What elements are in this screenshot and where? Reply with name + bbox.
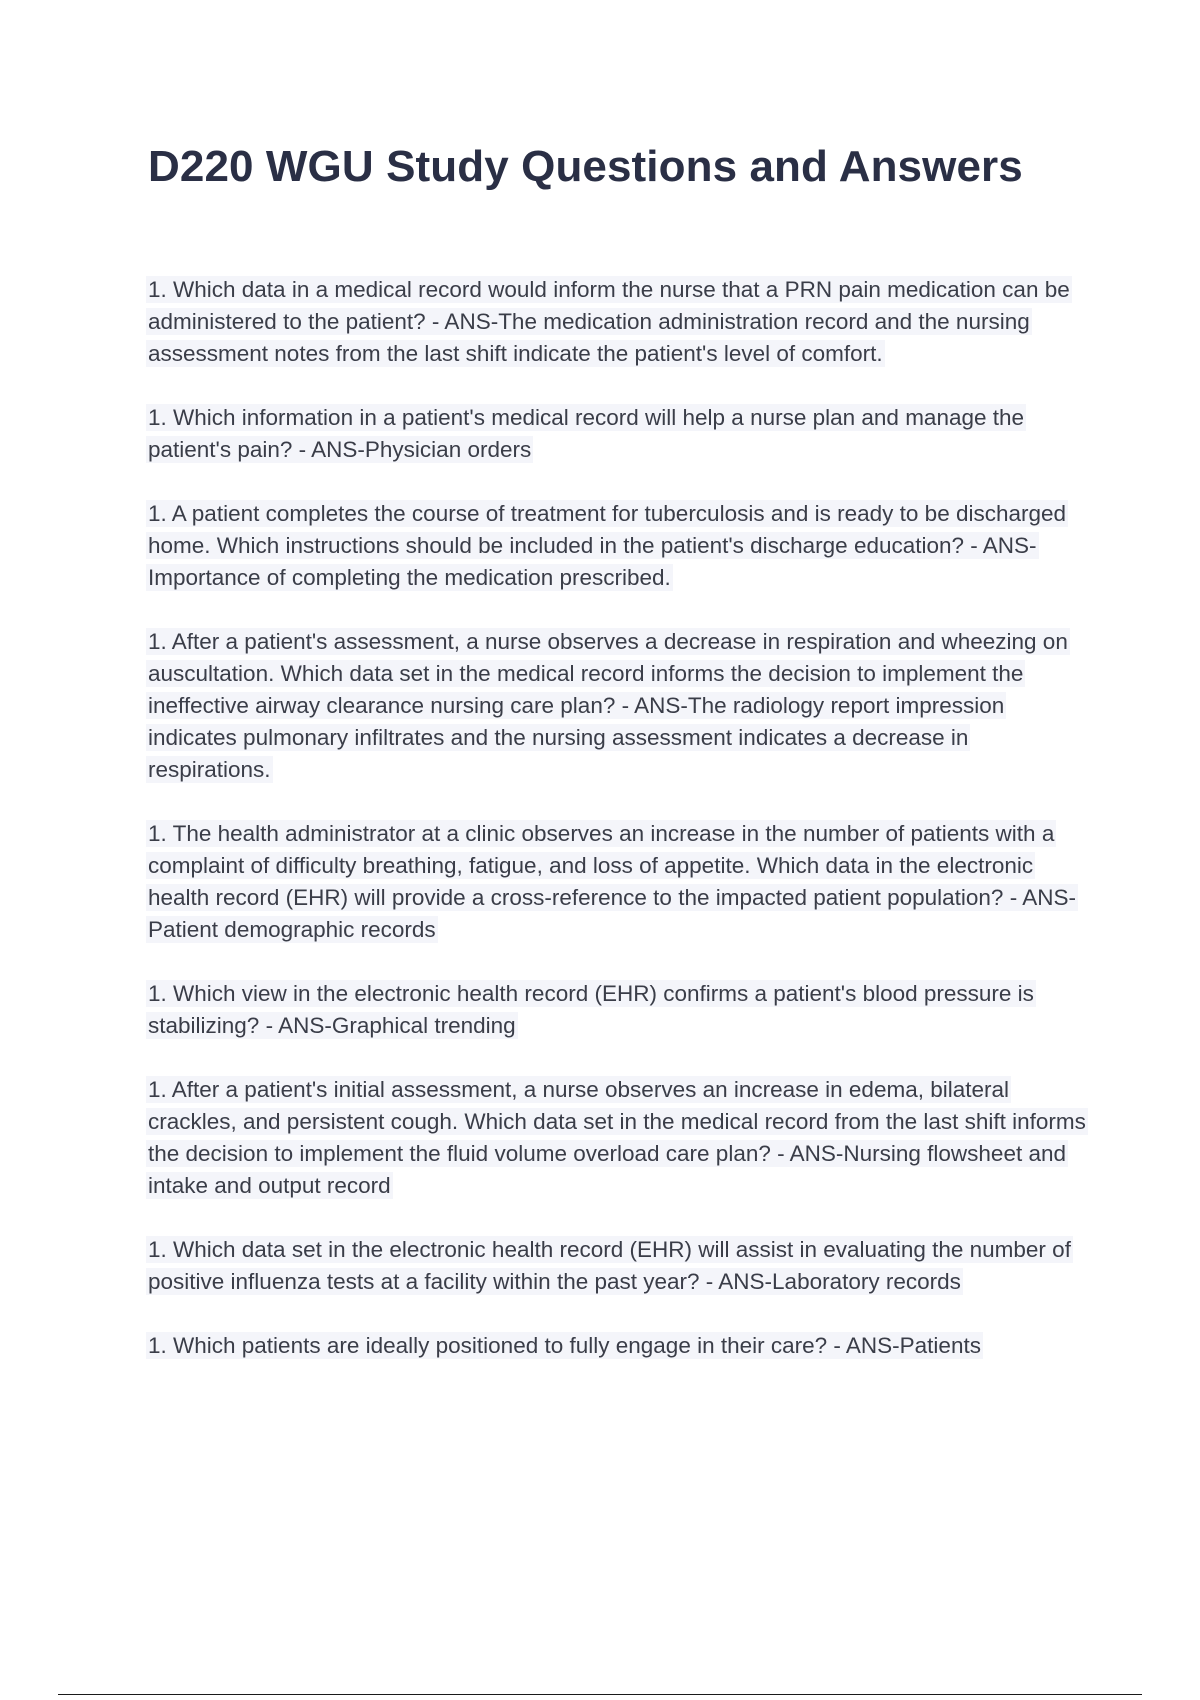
qa-item [146, 626, 1096, 786]
document-title: D220 WGU Study Questions and Answers [148, 142, 1023, 191]
qa-item-text: 1. A patient completes the course of treatment for tuberculosis and is ready to be discharged home. Which instructions should be included in the patient's discharge education? - ANS-Importance of completing the medication prescribed. [148, 501, 1067, 590]
qa-item-text: 1. Which data in a medical record would inform the nurse that a PRN pain medication can be administered to the patient? - ANS-The medication administration record and the nursing assessment notes from the last shift indicate the patient's level of comfort. [148, 277, 1070, 366]
qa-item [146, 402, 1096, 466]
qa-item-text: 1. Which information in a patient's medical record will help a nurse plan and manage the patient's pain? - ANS-Physician orders [148, 405, 1025, 462]
qa-item-text: 1. Which view in the electronic health record (EHR) confirms a patient's blood pressure is stabilizing? - ANS-Graphical trending [148, 981, 1034, 1038]
qa-item-text: 1. The health administrator at a clinic observes an increase in the number of patients with a complaint of difficulty breathing, fatigue, and loss of appetite. Which data in the electronic health record (EHR) will provide a cross-reference to the impacted patient population? - ANS-Patient demographic records [148, 821, 1076, 942]
qa-item [146, 1234, 1096, 1298]
qa-item-text: 1. Which patients are ideally positioned to fully engage in their care? - ANS-Patients [148, 1333, 981, 1358]
page-bottom-divider [58, 1694, 1142, 1695]
qa-item [146, 1330, 1096, 1362]
qa-item [146, 274, 1096, 370]
qa-list [146, 274, 1096, 1394]
qa-item [146, 978, 1096, 1042]
qa-item [146, 818, 1096, 946]
qa-item-text: 1. Which data set in the electronic health record (EHR) will assist in evaluating the number of positive influenza tests at a facility within the past year? - ANS-Laboratory records [148, 1237, 1071, 1294]
qa-item-text: 1. After a patient's initial assessment, a nurse observes an increase in edema, bilateral crackles, and persistent cough. Which data set in the medical record from the last shift informs the decision to implement the fluid volume overload care plan? - ANS-Nursing flowsheet and intake and output record [148, 1077, 1086, 1198]
qa-item [146, 1074, 1096, 1202]
qa-item-text: 1. After a patient's assessment, a nurse observes a decrease in respiration and wheezing on auscultation. Which data set in the medical record informs the decision to implement the ineffective airway clearance nursing care plan? - ANS-The radiology report impression indicates pulmonary infiltrates and the nursing assessment indicates a decrease in respirations. [148, 629, 1068, 782]
qa-item [146, 498, 1096, 594]
